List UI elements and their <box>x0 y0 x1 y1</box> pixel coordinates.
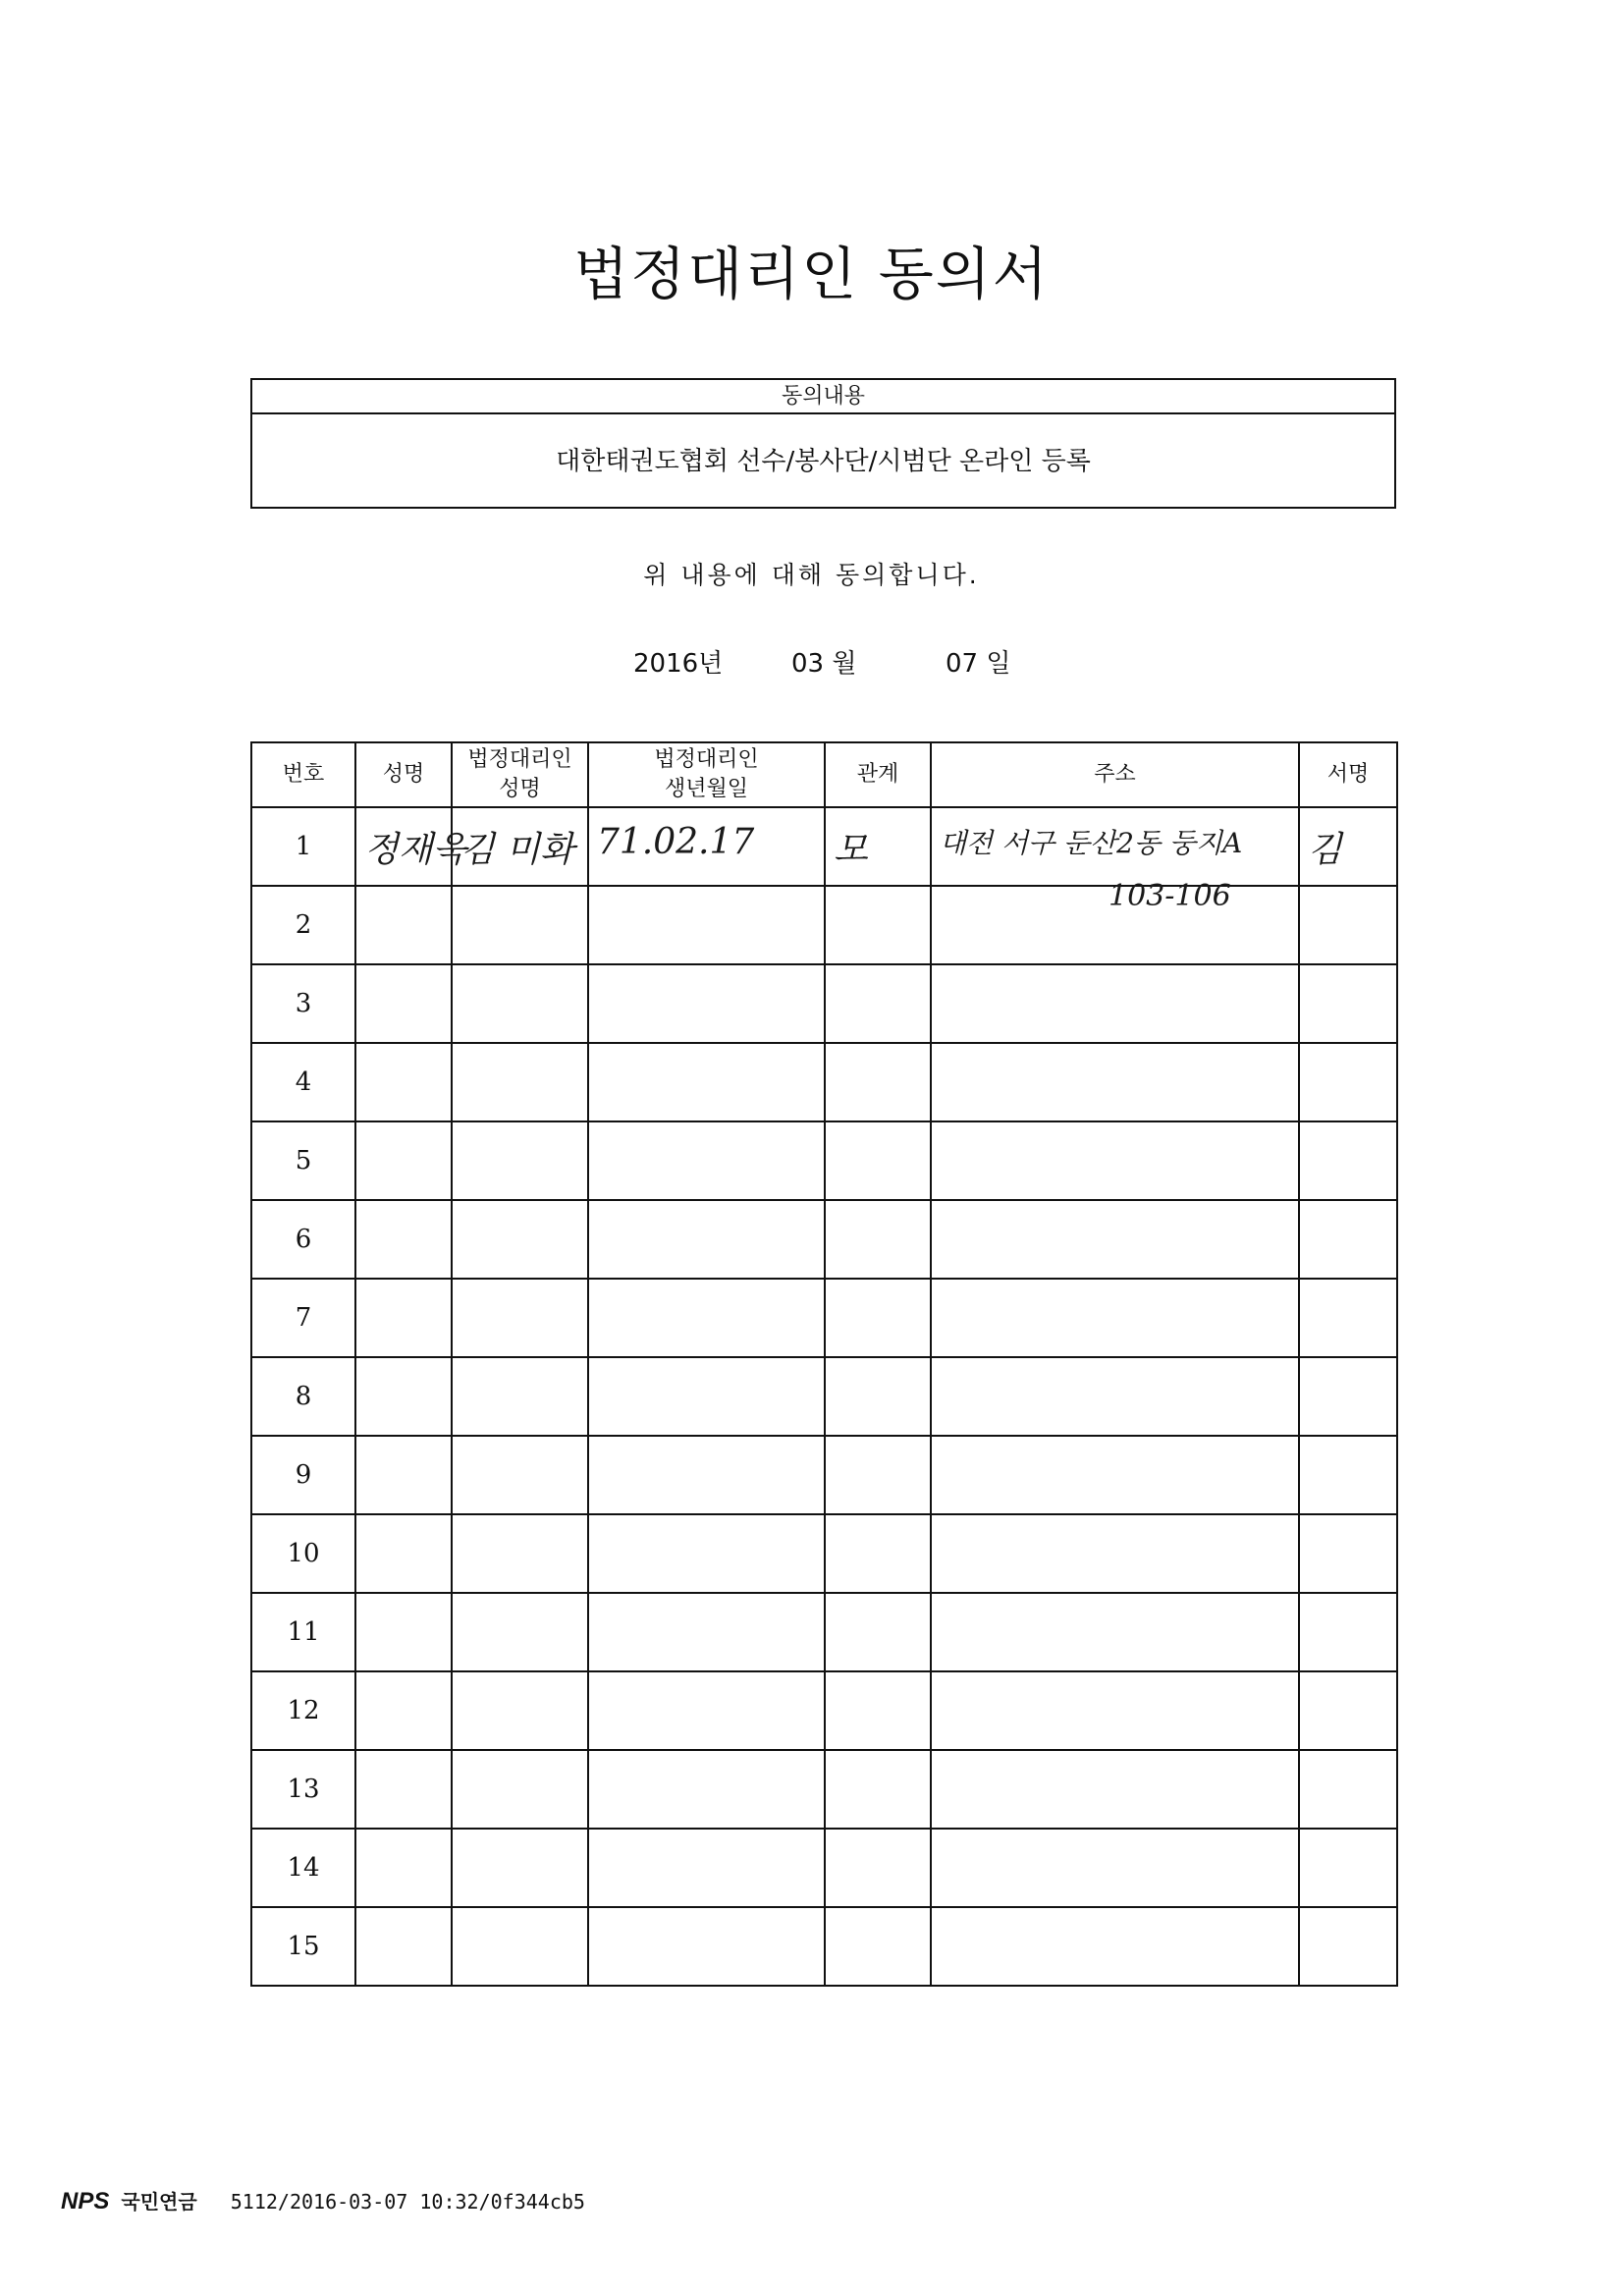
row-relation <box>825 1200 931 1279</box>
table-row <box>251 1671 1397 1750</box>
row-name <box>355 1436 452 1514</box>
row-guardian-name <box>452 1671 588 1750</box>
row-guardian-birth <box>588 1121 825 1200</box>
date-month: 03 월 <box>791 649 857 679</box>
row-relation <box>825 1279 931 1357</box>
row-guardian-birth <box>588 1750 825 1829</box>
row-address <box>931 964 1299 1043</box>
row-address <box>931 1121 1299 1200</box>
row-relation <box>825 1121 931 1200</box>
header-guardian-name-line2: 성명 <box>499 777 541 801</box>
row-relation <box>825 1907 931 1986</box>
row-name <box>355 807 467 886</box>
row-guardian-birth <box>588 807 825 886</box>
table-row <box>251 1514 1397 1593</box>
row-signature <box>1299 1593 1397 1671</box>
header-guardian-birth <box>588 742 825 807</box>
row-guardian-birth <box>588 1043 825 1121</box>
row-guardian-birth <box>588 886 825 964</box>
row-name <box>355 1279 452 1357</box>
row-signature <box>1299 1357 1397 1436</box>
table-row <box>251 1279 1397 1357</box>
row-guardian-name <box>452 1829 588 1907</box>
table-row <box>251 1043 1397 1121</box>
row-guardian-name <box>452 1436 588 1514</box>
row-guardian-name <box>452 886 588 964</box>
row-relation <box>825 1514 931 1593</box>
row-address <box>931 1750 1299 1829</box>
row-number: 4 <box>251 1043 355 1121</box>
date-day: 07 일 <box>946 649 1011 679</box>
row-guardian-birth <box>588 1279 825 1357</box>
row-number: 13 <box>251 1750 355 1829</box>
row-signature <box>1299 1436 1397 1514</box>
registration-table <box>250 741 1398 1987</box>
table-row <box>251 1357 1397 1436</box>
row-number: 11 <box>251 1593 355 1671</box>
row-number: 14 <box>251 1829 355 1907</box>
row-signature <box>1299 1043 1397 1121</box>
row-relation <box>825 964 931 1043</box>
consent-header: 동의내용 <box>252 380 1394 414</box>
row-name <box>355 1907 452 1986</box>
row-guardian-birth <box>588 1357 825 1436</box>
row-signature <box>1299 964 1397 1043</box>
row-address <box>931 1671 1299 1750</box>
table-row <box>251 1907 1397 1986</box>
row-signature <box>1299 1121 1397 1200</box>
header-relation: 관계 <box>825 742 931 807</box>
row-signature <box>1299 1279 1397 1357</box>
row-name-handwriting: 정재욱 <box>364 830 467 870</box>
row-guardian-name <box>452 1750 588 1829</box>
row-number: 12 <box>251 1671 355 1750</box>
row-signature <box>1299 886 1397 964</box>
footer-org: 국민연금 <box>121 2190 197 2214</box>
header-guardian-birth-line2: 생년월일 <box>664 777 748 801</box>
row-guardian-name <box>452 1907 588 1986</box>
header-address: 주소 <box>931 742 1299 807</box>
header-signature: 서명 <box>1299 742 1397 807</box>
row-address <box>931 1279 1299 1357</box>
row-address <box>931 1357 1299 1436</box>
row-relation <box>825 1829 931 1907</box>
row-name <box>355 1671 452 1750</box>
header-guardian-birth-line1: 법정대리인 <box>654 747 759 772</box>
row-guardian-birth <box>588 1671 825 1750</box>
row-name <box>355 1200 452 1279</box>
row-guardian-name <box>452 964 588 1043</box>
header-guardian-name-line1: 법정대리인 <box>467 747 572 772</box>
date-year: 2016년 <box>633 649 724 679</box>
row-guardian-name <box>452 1593 588 1671</box>
row-guardian-name <box>452 1200 588 1279</box>
nps-logo: NPS <box>61 2188 110 2214</box>
row-name <box>355 1829 452 1907</box>
row-relation <box>825 886 931 964</box>
row-guardian-birth <box>588 1514 825 1593</box>
row-guardian-birth-handwriting: 71.02.17 <box>597 822 755 862</box>
row-name <box>355 1357 452 1436</box>
row-signature <box>1299 1200 1397 1279</box>
row-address <box>931 807 1299 913</box>
row-address <box>931 1593 1299 1671</box>
row-address-line2-handwriting: 103-106 <box>1109 879 1231 913</box>
row-number: 7 <box>251 1279 355 1357</box>
row-address <box>931 1514 1299 1593</box>
row-guardian-name <box>452 1121 588 1200</box>
row-relation <box>825 1593 931 1671</box>
consent-box <box>250 378 1396 509</box>
row-guardian-birth <box>588 964 825 1043</box>
row-number: 6 <box>251 1200 355 1279</box>
row-name <box>355 1514 452 1593</box>
row-guardian-name <box>452 807 588 886</box>
row-name <box>355 1593 452 1671</box>
row-guardian-birth <box>588 1593 825 1671</box>
row-relation <box>825 1750 931 1829</box>
table-row <box>251 1121 1397 1200</box>
fax-footer <box>61 2186 585 2215</box>
row-address <box>931 1829 1299 1907</box>
agreement-statement: 위 내용에 대해 동의합니다. <box>643 561 980 589</box>
table-row <box>251 1750 1397 1829</box>
row-address <box>931 1907 1299 1986</box>
row-relation <box>825 1043 931 1121</box>
row-relation <box>825 807 931 886</box>
row-number: 2 <box>251 886 355 964</box>
row-name <box>355 1121 452 1200</box>
row-name <box>355 886 452 964</box>
row-name <box>355 964 452 1043</box>
row-name <box>355 1750 452 1829</box>
table-row <box>251 964 1397 1043</box>
row-guardian-birth <box>588 1436 825 1514</box>
row-signature <box>1299 1829 1397 1907</box>
row-name <box>355 1043 452 1121</box>
row-guardian-name <box>452 1279 588 1357</box>
table-row <box>251 1200 1397 1279</box>
row-guardian-name <box>452 1043 588 1121</box>
table-row <box>251 1593 1397 1671</box>
row-relation <box>825 1357 931 1436</box>
row-number: 8 <box>251 1357 355 1436</box>
table-row <box>251 1436 1397 1514</box>
table-row <box>251 807 1397 886</box>
row-address <box>931 1200 1299 1279</box>
header-name: 성명 <box>355 742 452 807</box>
row-relation <box>825 1436 931 1514</box>
row-signature <box>1299 1514 1397 1593</box>
row-signature <box>1299 1907 1397 1986</box>
row-signature <box>1299 1750 1397 1829</box>
row-guardian-name <box>452 1357 588 1436</box>
row-address <box>931 1436 1299 1514</box>
row-relation-handwriting: 모 <box>834 830 868 870</box>
row-signature <box>1299 1671 1397 1750</box>
table-row <box>251 1829 1397 1907</box>
row-signature <box>1299 807 1397 886</box>
row-number: 15 <box>251 1907 355 1986</box>
row-address <box>931 1043 1299 1121</box>
fax-id: 5112/2016-03-07 10:32/0f344cb5 <box>230 2190 585 2214</box>
row-signature-handwriting: 김 <box>1308 830 1342 870</box>
row-guardian-name <box>452 1514 588 1593</box>
header-number: 번호 <box>251 742 355 807</box>
row-relation <box>825 1671 931 1750</box>
row-number: 3 <box>251 964 355 1043</box>
consent-text: 대한태권도협회 선수/봉사단/시범단 온라인 등록 <box>556 447 1091 476</box>
row-number: 10 <box>251 1514 355 1593</box>
page-title: 법정대리인 동의서 <box>573 241 1050 307</box>
row-guardian-name-handwriting: 김 미화 <box>460 830 574 870</box>
row-address-handwriting: 대전 서구 둔산2동 둥지A <box>940 827 1243 859</box>
row-number: 5 <box>251 1121 355 1200</box>
row-number: 1 <box>251 807 355 886</box>
header-guardian-name <box>452 742 588 807</box>
row-guardian-birth <box>588 1829 825 1907</box>
row-number: 9 <box>251 1436 355 1514</box>
row-guardian-birth <box>588 1907 825 1986</box>
table-header-row <box>251 742 1397 807</box>
row-guardian-birth <box>588 1200 825 1279</box>
